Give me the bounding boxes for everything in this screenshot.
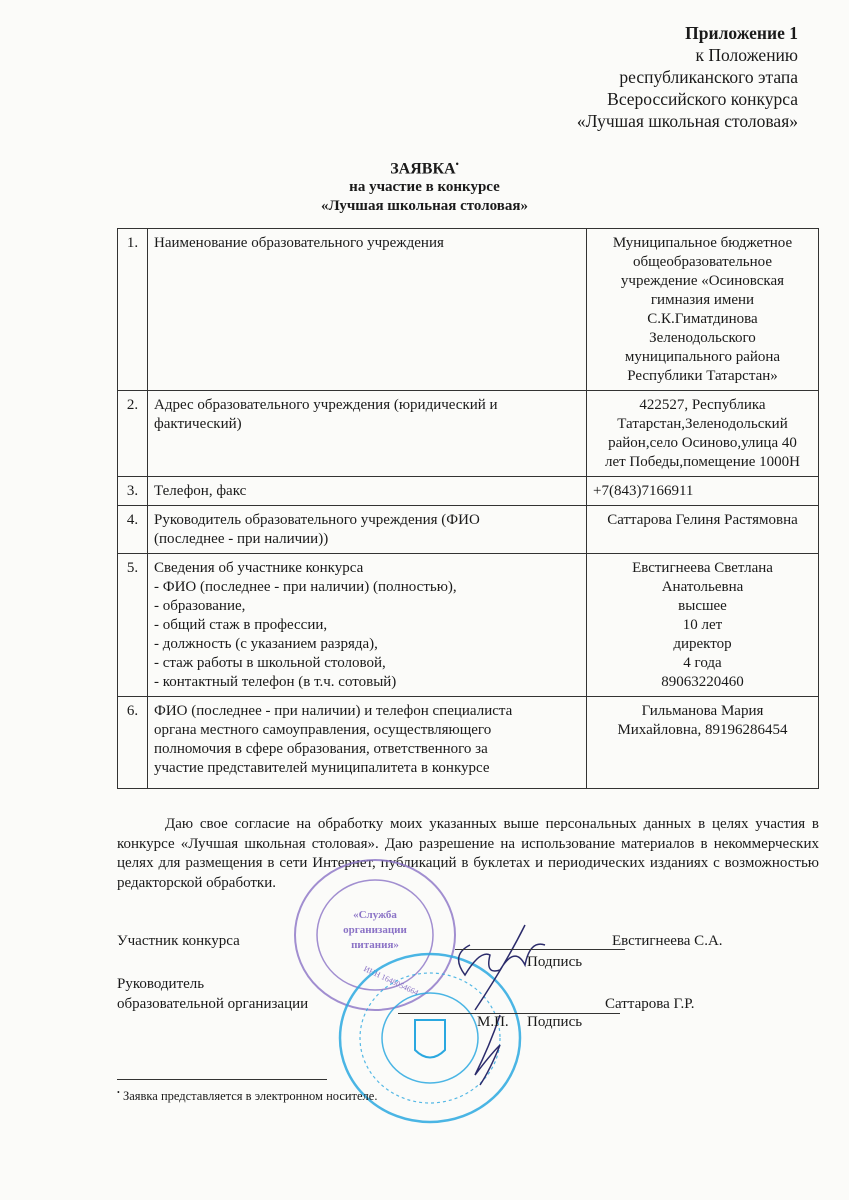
row-question (148, 506, 587, 554)
row-number: 5. (118, 554, 148, 697)
appendix-line: Всероссийского конкурса (607, 89, 798, 109)
row-question-line: фактический) (154, 416, 242, 432)
appendix-line: республиканского этапа (619, 67, 798, 87)
head-name: Саттарова Г.Р. (605, 996, 695, 1012)
table-row (118, 477, 819, 506)
row-question-line: участие представителей муниципалитета в конкурсе (154, 760, 490, 776)
footnote-mark: • (117, 1088, 120, 1097)
row-question (148, 391, 587, 477)
row-question (148, 697, 587, 789)
head-label-1: Руководитель (117, 976, 205, 992)
row-answer-line: 10 лет (682, 617, 723, 633)
seal-caption: М.П. (477, 1014, 509, 1030)
row-answer-line: 422527, Республика (639, 397, 766, 413)
row-answer-line: гимназия имени (650, 292, 755, 308)
row-number: 1. (118, 229, 148, 391)
row-answer-line: муниципального района (624, 349, 781, 365)
row-question-line: - образование, (154, 598, 246, 614)
row-question (148, 229, 587, 391)
title-line-3: «Лучшая школьная столовая» (321, 198, 528, 215)
row-question-line: - общий стаж в профессии, (154, 617, 328, 633)
footnote (117, 1088, 377, 1104)
row-answer (587, 554, 819, 697)
table-row (118, 506, 819, 554)
row-question-line: - стаж работы в школьной столовой, (154, 655, 386, 671)
application-table (117, 228, 819, 789)
row-answer-line: 89063220460 (661, 674, 744, 690)
row-answer-line: Михайловна, 89196286454 (617, 722, 788, 738)
signature-caption: Подпись (527, 954, 583, 970)
appendix-line: «Лучшая школьная столовая» (576, 111, 798, 131)
row-answer-line: район,село Осиново,улица 40 (608, 435, 797, 451)
row-question-line: - должность (с указанием разряда), (154, 636, 378, 652)
row-number: 3. (118, 477, 148, 506)
row-answer-line: Гильманова Мария (641, 703, 764, 719)
footnote-mark: • (455, 159, 459, 169)
row-question (148, 554, 587, 697)
head-label-2: образовательной организации (117, 996, 309, 1012)
row-answer-line: Татарстан,Зеленодольский (617, 416, 788, 432)
row-answer-line: Муниципальное бюджетное (612, 235, 793, 251)
participant-signature-line (455, 949, 625, 950)
row-question-line: Сведения об участнике конкурса (154, 560, 364, 576)
row-question-line: Наименование образовательного учреждения (154, 235, 444, 251)
title-line-2: на участие в конкурсе (349, 179, 500, 196)
signature-caption-2: Подпись (527, 1014, 583, 1030)
row-answer-line: Саттарова Гелиня Растямовна (607, 512, 798, 528)
appendix-line: к Положению (695, 45, 798, 65)
row-question-line: - ФИО (последнее - при наличии) (полностью), (154, 579, 457, 595)
row-answer-line: Республики Татарстан» (627, 368, 778, 384)
row-question-line: ФИО (последнее - при наличии) и телефон специалиста (154, 703, 513, 719)
row-answer-line: лет Победы,помещение 1000Н (604, 454, 801, 470)
row-question-line: (последнее - при наличии)) (154, 531, 329, 547)
row-answer (587, 391, 819, 477)
row-answer-line: директор (673, 636, 732, 652)
table-row (118, 697, 819, 789)
row-answer-line: общеобразовательное (632, 254, 773, 270)
stamp-text: питания» (351, 939, 399, 951)
participant-name: Евстигнеева С.А. (612, 933, 723, 949)
table-row (118, 229, 819, 391)
row-answer (587, 506, 819, 554)
appendix-title: Приложение 1 (685, 23, 798, 43)
row-answer (587, 697, 819, 789)
row-answer (587, 229, 819, 391)
stamp-text: организации (343, 924, 407, 936)
row-answer-line: С.К.Гиматдинова (647, 311, 758, 327)
stamp-inn: ИНН 1648054664 (362, 964, 420, 998)
row-number: 6. (118, 697, 148, 789)
footnote-text: Заявка представляется в электронном носителе. (122, 1089, 378, 1104)
row-question-line: полномочия в сфере образования, ответственного за (154, 741, 488, 757)
row-answer-line: высшее (678, 598, 727, 614)
row-answer-line: Зеленодольского (649, 330, 756, 346)
footnote-divider (117, 1079, 327, 1080)
title-text: ЗАЯВКА (390, 160, 456, 178)
row-answer-line: учреждение «Осиновская (620, 273, 785, 289)
row-answer (587, 477, 819, 506)
row-answer-line: Анатольевна (661, 579, 744, 595)
document-title (0, 155, 849, 216)
row-question-line: Адрес образовательного учреждения (юридический и (154, 397, 498, 413)
row-question-line: Руководитель образовательного учреждения (ФИО (154, 512, 480, 528)
appendix-header (577, 22, 798, 132)
row-number: 4. (118, 506, 148, 554)
table-row (118, 391, 819, 477)
row-answer-line: 4 года (683, 655, 722, 671)
row-answer-line: Евстигнеева Светлана (632, 560, 773, 576)
row-question-line: Телефон, факс (154, 483, 247, 499)
participant-label: Участник конкурса (117, 933, 240, 949)
row-answer-line: +7(843)7166911 (593, 483, 694, 499)
row-number: 2. (118, 391, 148, 477)
row-question-line: органа местного самоуправления, осуществляющего (154, 722, 492, 738)
consent-paragraph: Даю свое согласие на обработку моих указанных выше персональных данных в целях участия в конкурсе «Лучшая школьная столовая». Даю разрешение на использование материалов в некоммерческих целях для размещения в сети Интернет, публикаций в буклетах и периодических изданиях с возможностью редакторской обработки. (117, 816, 819, 891)
stamp-text: «Служба (353, 909, 397, 921)
row-question (148, 477, 587, 506)
head-signature-line (398, 1013, 620, 1014)
table-row (118, 554, 819, 697)
row-question-line: - контактный телефон (в т.ч. сотовый) (154, 674, 397, 690)
